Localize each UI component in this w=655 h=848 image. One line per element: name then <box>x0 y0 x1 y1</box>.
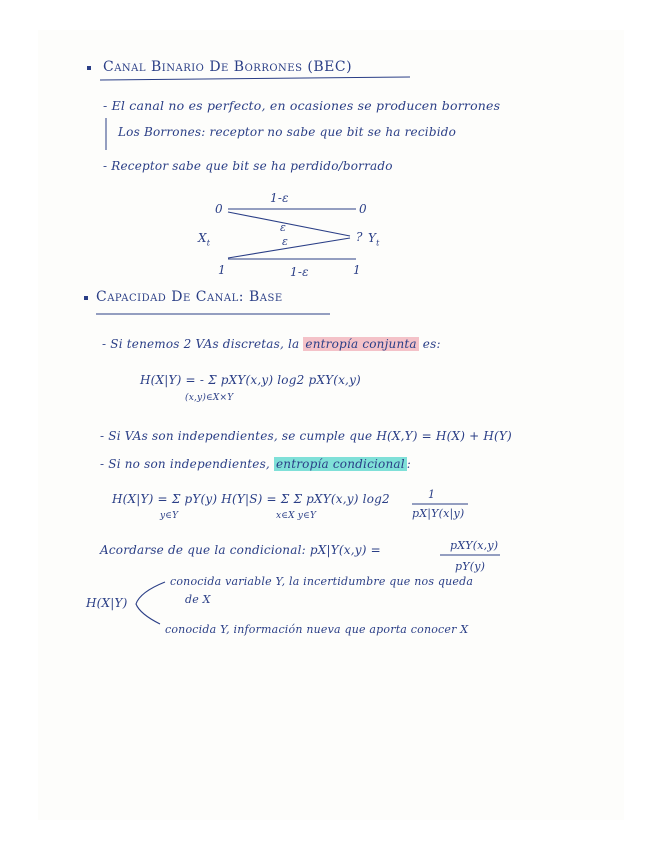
formula-conditional-sub-1: y∈Y <box>160 511 179 521</box>
section-2-line-2: - Si VAs son independientes, se cumple que H(X,Y) = H(X) + H(Y) <box>100 429 512 443</box>
formula-conditional-denominator: pX|Y(x|y) <box>412 507 465 520</box>
bec-y-letter: Y <box>368 231 377 245</box>
bec-y-subscript: t <box>376 238 380 248</box>
section-1-title: Canal Binario De Borrones (BEC) <box>103 59 353 75</box>
formula-joint-entropy-sub: (x,y)∈X×Y <box>185 393 234 403</box>
section-2-line-4: Acordarse de que la condicional: pX|Y(x,y) = <box>100 543 381 557</box>
bec-output-0: 0 <box>359 202 367 216</box>
line-3-suffix: : <box>406 457 412 471</box>
section-1-line-1: - El canal no es perfecto, en ocasiones se producen borrones <box>103 98 501 113</box>
line-3-prefix: - Si no son independientes, <box>100 457 270 471</box>
formula-conditional-sub-2: x∈X y∈Y <box>276 511 317 521</box>
formula-conditional-numerator: 1 <box>428 488 436 501</box>
brace-top-line-b: de X <box>185 593 211 606</box>
bec-label-bottom: 1-ε <box>290 265 309 279</box>
bec-x-subscript: t <box>206 238 211 248</box>
bec-erasure-symbol: ? <box>356 230 363 244</box>
bec-eps-upper: ε <box>280 221 287 234</box>
section-2-title: Capacidad De Canal: Base <box>96 289 283 305</box>
bec-input-0: 0 <box>215 202 223 216</box>
highlight-entropia-conjunta: entropía conjunta <box>305 337 417 351</box>
section-1-line-3: - Receptor sabe que bit se ha perdido/borrado <box>103 159 393 173</box>
brace-top-line-a: conocida variable Y, la incertidumbre que nos queda <box>170 575 474 588</box>
formula-conditional-entropy: H(X|Y) = Σ pY(y) H(Y|S) = Σ Σ pXY(x,y) log2 <box>112 492 390 506</box>
highlight-entropia-condicional: entropía condicional <box>275 457 405 471</box>
line-1-suffix: es: <box>422 337 441 351</box>
line-4-denominator: pY(y) <box>455 560 486 573</box>
formula-joint-entropy: H(X|Y) = - Σ pXY(x,y) log2 pXY(x,y) <box>140 373 361 387</box>
bec-output-1: 1 <box>353 263 361 277</box>
section-1-line-2: Los Borrones: receptor no sabe que bit se ha recibido <box>118 125 457 139</box>
brace-bottom-line: conocida Y, información nueva que aporta conocer X <box>165 623 469 636</box>
line-4-numerator: pXY(x,y) <box>450 539 499 552</box>
bec-input-1: 1 <box>218 263 226 277</box>
bec-label-top: 1-ε <box>270 191 289 205</box>
bec-eps-lower: ε <box>282 235 289 248</box>
brace-label: H(X|Y) <box>86 596 128 610</box>
bec-x-letter: X <box>198 231 207 245</box>
line-1-prefix: - Si tenemos 2 VAs discretas, la <box>102 337 300 351</box>
